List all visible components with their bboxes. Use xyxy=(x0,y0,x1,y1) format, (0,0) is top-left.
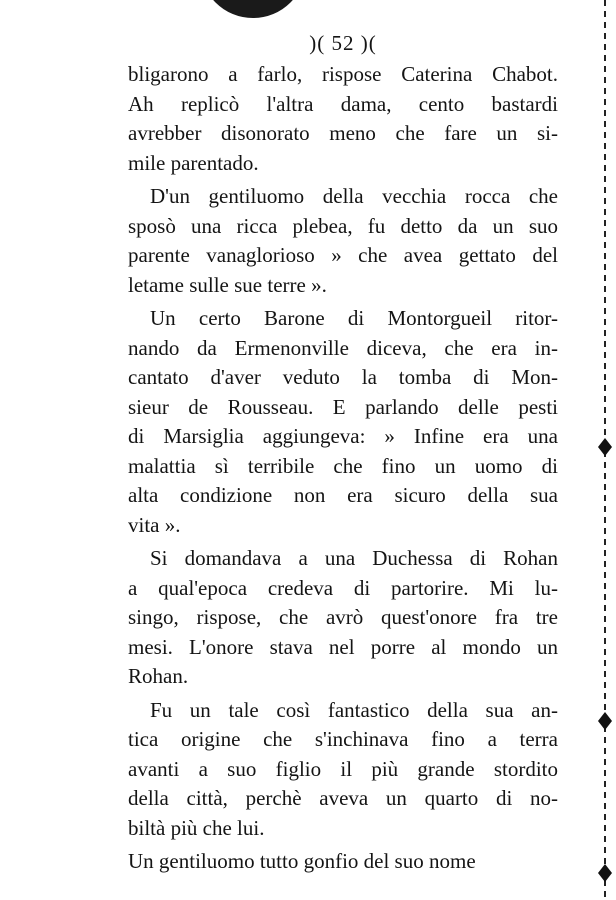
text-line: vita ». xyxy=(128,512,181,537)
text-line: avrebber disonorato meno che fare un si- xyxy=(128,121,558,145)
text-line: Un gentiluomo tutto gonfio del suo nome xyxy=(128,849,476,873)
text-line: Si domandava a una Duchessa di Rohan xyxy=(150,546,558,570)
library-stamp xyxy=(200,0,306,18)
text-line: di Marsiglia aggiungeva: » Infine era una xyxy=(128,424,558,448)
text-line: Ah replicò l'altra dama, cento bastardi xyxy=(128,91,558,116)
paragraph xyxy=(128,182,558,300)
paragraph xyxy=(128,60,558,178)
text-line: biltà più che lui. xyxy=(128,815,265,840)
text-line: Rohan. xyxy=(128,664,189,688)
text-line: mile parentado. xyxy=(128,150,259,175)
edge-mark xyxy=(598,438,612,456)
paragraph xyxy=(128,847,558,877)
text-line: nando da Ermenonville diceva, che era in- xyxy=(128,335,558,360)
text-line: parente vanaglorioso » che avea gettato del xyxy=(128,243,558,267)
text-line: Un certo Barone di Montorgueil ritor- xyxy=(150,306,558,330)
text-line: mesi. L'onore stava nel porre al mondo un xyxy=(128,634,558,659)
text-line: singo, rispose, che avrò quest'onore fra tre xyxy=(128,605,558,629)
text-line: letame sulle sue terre ». xyxy=(128,272,327,297)
text-line: sposò una ricca plebea, fu detto da un suo xyxy=(128,213,558,238)
text-line: della città, perchè aveva un quarto di no- xyxy=(128,786,558,810)
text-line: malattia sì terribile che fino un uomo di xyxy=(128,453,558,478)
text-line: cantato d'aver veduto la tomba di Mon- xyxy=(128,365,558,389)
paragraph xyxy=(128,304,558,540)
text-line: bligarono a farlo, rispose Caterina Chabot. xyxy=(128,62,558,86)
text-line: sieur de Rousseau. E parlando delle pesti xyxy=(128,394,558,419)
text-line: Fu un tale così fantastico della sua an- xyxy=(150,697,558,722)
edge-mark xyxy=(598,712,612,730)
paragraph xyxy=(128,696,558,844)
text-line: a qual'epoca credeva di partorire. Mi lu- xyxy=(128,575,558,600)
edge-mark xyxy=(598,864,612,882)
text-line: tica origine che s'inchinava fino a terra xyxy=(128,727,558,751)
paragraph xyxy=(128,544,558,692)
text-line: avanti a suo figlio il più grande stordito xyxy=(128,756,558,781)
page-number: )( 52 )( xyxy=(309,31,377,55)
text-line: alta condizione non era sicuro della sua xyxy=(128,483,558,507)
text-line: D'un gentiluomo della vecchia rocca che xyxy=(150,184,558,208)
page-text xyxy=(128,28,558,881)
page-edge xyxy=(598,0,616,900)
